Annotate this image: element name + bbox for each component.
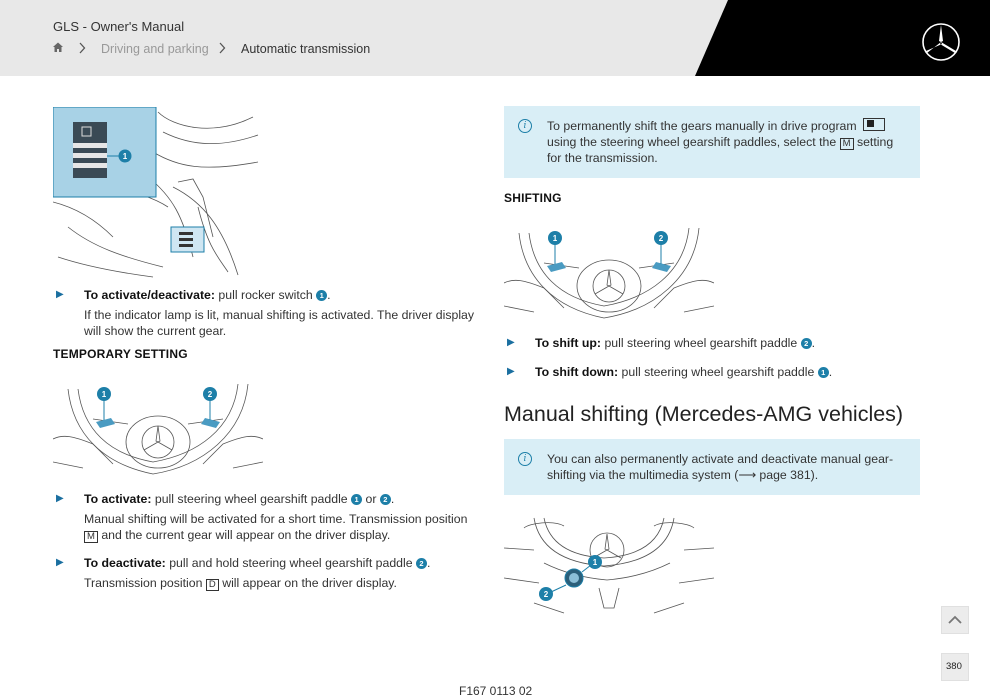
heading-shifting: SHIFTING <box>504 191 562 205</box>
breadcrumb-current: Automatic transmission <box>241 42 371 56</box>
section-title: Manual shifting (Mercedes-AMG vehicles) <box>504 402 904 426</box>
step-label: To activate/deactivate: <box>84 288 215 302</box>
chevron-right-icon <box>218 42 226 57</box>
deactivate-detail-pre: Transmission position <box>84 576 203 590</box>
mercedes-star-logo <box>921 22 961 67</box>
step-detail-line1: If the indicator lamp is lit, manual shifting is activated. The driver display <box>84 308 475 322</box>
step-text: pull steering wheel gearshift paddle <box>604 336 798 350</box>
breadcrumb-parent[interactable]: Driving and parking <box>101 42 209 56</box>
bullet-arrow-icon: ▶ <box>56 289 64 300</box>
step-text: pull rocker switch <box>218 288 313 302</box>
bullet-arrow-icon: ▶ <box>507 337 515 348</box>
step-text: pull steering wheel gearshift paddle <box>154 492 348 506</box>
step-activate-deactivate: To activate/deactivate: pull rocker switch 1 . <box>84 288 331 302</box>
rocker-switch-figure <box>53 107 263 279</box>
callout-2-badge: 2 <box>416 558 427 569</box>
callout-1: 1 <box>101 390 107 399</box>
info1-line1 <box>547 118 885 135</box>
info1-text: To permanently shift the gears manually in drive program <box>547 119 857 133</box>
deactivate-detail <box>84 575 397 591</box>
manual-title: GLS - Owner's Manual <box>53 19 185 34</box>
callout-2: 2 <box>207 390 213 399</box>
activate-detail-text: and the current gear will appear on the driver display. <box>101 528 391 542</box>
callout-2-badge: 2 <box>380 494 391 505</box>
step-text: pull and hold steering wheel gearshift paddle <box>169 556 413 570</box>
bullet-arrow-icon: ▶ <box>56 557 64 568</box>
info1-line2-pre: using the steering wheel gearshift paddles, select the <box>547 135 837 149</box>
step-detail-line2: will show the current gear. <box>84 324 227 338</box>
callout-2-badge: 2 <box>801 338 812 349</box>
info2-line1: You can also permanently activate and deactivate manual gear- <box>547 452 894 466</box>
step-label: To shift down: <box>535 365 619 379</box>
info1-line3: for the transmission. <box>547 151 658 165</box>
activate-detail-line1: Manual shifting will be activated for a short time. Transmission position <box>84 512 468 526</box>
step-shift-down: To shift down: pull steering wheel gearshift paddle 1 . <box>535 365 833 379</box>
callout-1-badge: 1 <box>351 494 362 505</box>
deactivate-detail-post: will appear on the driver display. <box>222 576 397 590</box>
bullet-arrow-icon: ▶ <box>56 493 64 504</box>
step-text: pull steering wheel gearshift paddle <box>621 365 815 379</box>
step-activate: To activate: pull steering wheel gearshift paddle 1 or 2 . <box>84 492 395 506</box>
step-label: To deactivate: <box>84 556 166 570</box>
figure-code: F167 0113 02 <box>459 684 533 698</box>
info2-line2[interactable]: shifting via the multimedia system (⟶ page 381). <box>547 468 819 482</box>
callout-1-badge: 1 <box>316 290 327 301</box>
page-number: 380 <box>946 661 962 672</box>
step-deactivate: To deactivate: pull and hold steering wheel gearshift paddle 2 . <box>84 556 431 570</box>
or-text: or <box>365 492 377 506</box>
step-label: To shift up: <box>535 336 602 350</box>
steering-wheel-figure-left <box>53 374 263 482</box>
steering-wheel-figure-right <box>504 218 714 326</box>
activate-detail-line2 <box>84 527 390 543</box>
step-shift-up: To shift up: pull steering wheel gearshift paddle 2 . <box>535 336 816 350</box>
callout-1: 1 <box>122 152 128 161</box>
step-label: To activate: <box>84 492 152 506</box>
callout-1-badge: 1 <box>818 367 829 378</box>
chevron-up-icon <box>942 607 968 633</box>
callout-2: 2 <box>543 590 549 599</box>
callout-1: 1 <box>552 234 558 243</box>
scroll-up-button[interactable] <box>941 606 969 634</box>
drive-program-manual-icon <box>863 118 885 131</box>
gear-m-symbol: M <box>84 531 98 543</box>
home-icon[interactable] <box>52 41 64 56</box>
amg-steering-wheel-figure <box>504 508 714 616</box>
chevron-right-icon <box>78 42 86 57</box>
bullet-arrow-icon: ▶ <box>507 366 515 377</box>
gear-d-symbol: D <box>206 579 219 591</box>
info-icon: i <box>518 119 532 133</box>
heading-temporary-setting: TEMPORARY SETTING <box>53 347 188 361</box>
info1-line2 <box>547 134 893 151</box>
info-icon: i <box>518 452 532 466</box>
gear-m-symbol: M <box>840 138 854 150</box>
callout-1: 1 <box>592 558 598 567</box>
callout-2: 2 <box>658 234 664 243</box>
info1-line2-post: setting <box>856 135 894 149</box>
